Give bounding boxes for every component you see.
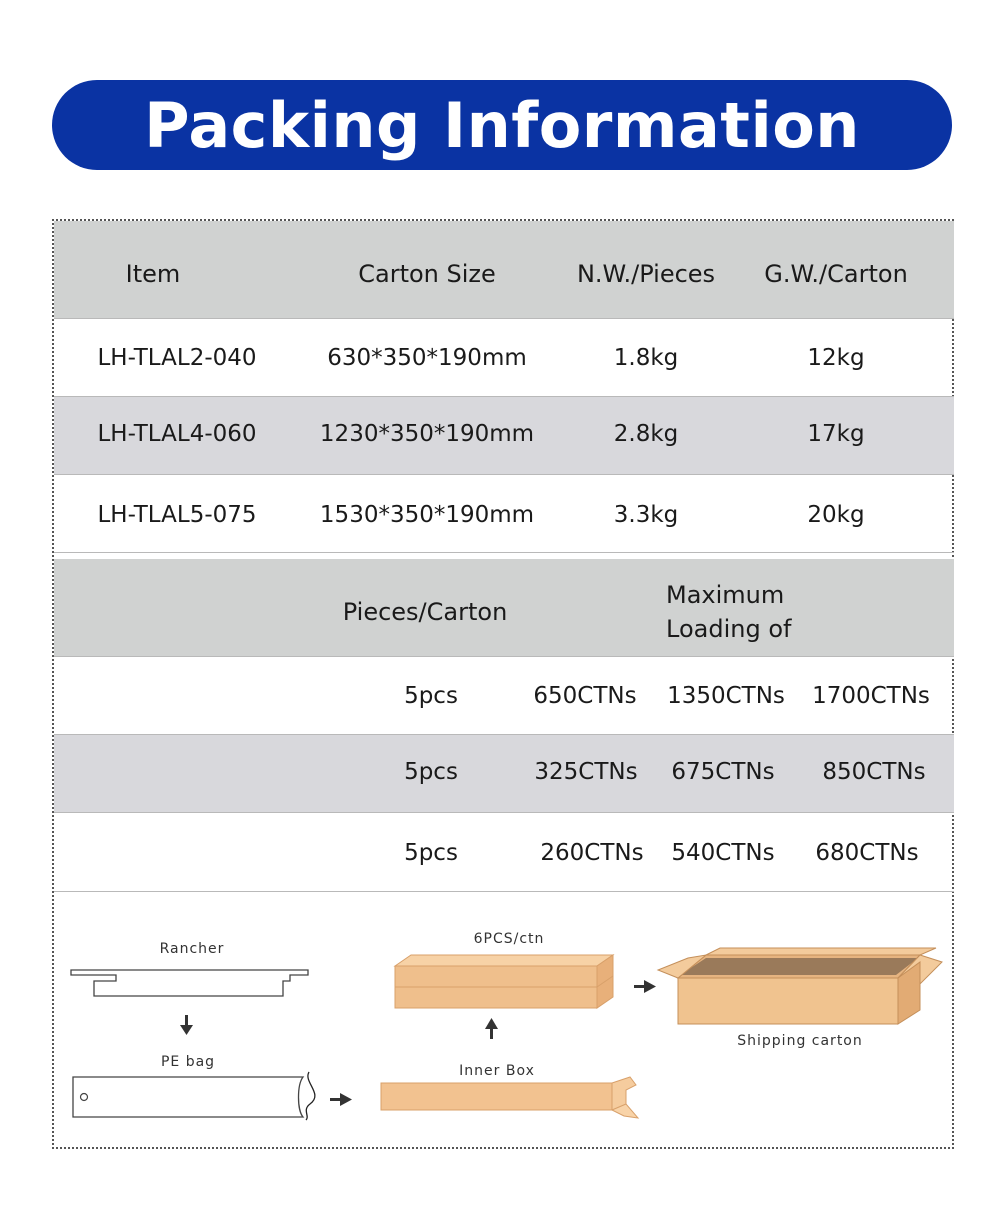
table1-r2-nw: 2.8kg [613,421,679,447]
table1-r1-size: 630*350*190mm [327,345,527,371]
table1-r3-size: 1530*350*190mm [319,502,535,528]
pcs-per-carton-label: 6PCS/ctn [473,931,545,947]
table2-r3-load2: 540CTNs [671,840,775,866]
table2-r3-pcs: 5pcs [404,840,458,866]
table1-r3-item: LH-TLAL5-075 [97,502,257,528]
table1-r3-gw: 20kg [807,502,865,528]
title-banner [52,80,952,170]
table1-r1-gw: 12kg [807,345,865,371]
table2-r1-pcs: 5pcs [404,683,458,709]
header-carton-size: Carton Size [358,260,496,288]
table1-r3-nw: 3.3kg [613,502,679,528]
divider [54,552,954,553]
divider [54,734,954,735]
header-maximum: Maximum [666,581,785,609]
table2-row-shade [54,734,954,812]
table1-r1-nw: 1.8kg [613,345,679,371]
header-loading-of: Loading of [666,615,792,643]
table2-r1-load1: 650CTNs [533,683,637,709]
table2-r2-load1: 325CTNs [534,759,638,785]
divider [54,474,954,475]
table2-r2-pcs: 5pcs [404,759,458,785]
rancher-label: Rancher [159,941,225,957]
inner-box-label: Inner Box [459,1063,535,1079]
header-pieces-carton: Pieces/Carton [342,598,508,626]
header-gross-weight: G.W./Carton [764,260,908,288]
table1-r2-item: LH-TLAL4-060 [97,421,257,447]
table2-r3-load1: 260CTNs [540,840,644,866]
header-net-weight: N.W./Pieces [576,260,716,288]
divider [54,812,954,813]
table1-r1-item: LH-TLAL2-040 [97,345,257,371]
pe-bag-label: PE bag [160,1054,216,1070]
table2-r1-load2: 1350CTNs [667,683,785,709]
table1-r2-gw: 17kg [807,421,865,447]
shipping-carton-label: Shipping carton [737,1033,863,1049]
divider [54,396,954,397]
divider [54,318,954,319]
divider [54,891,954,892]
table2-r2-load2: 675CTNs [671,759,775,785]
table1-r2-size: 1230*350*190mm [319,421,535,447]
table2-r3-load3: 680CTNs [815,840,919,866]
page-title: Packing Information [144,88,860,162]
divider [54,656,954,657]
table2-r2-load3: 850CTNs [822,759,926,785]
table2-r1-load3: 1700CTNs [812,683,930,709]
header-item: Item [125,260,181,288]
